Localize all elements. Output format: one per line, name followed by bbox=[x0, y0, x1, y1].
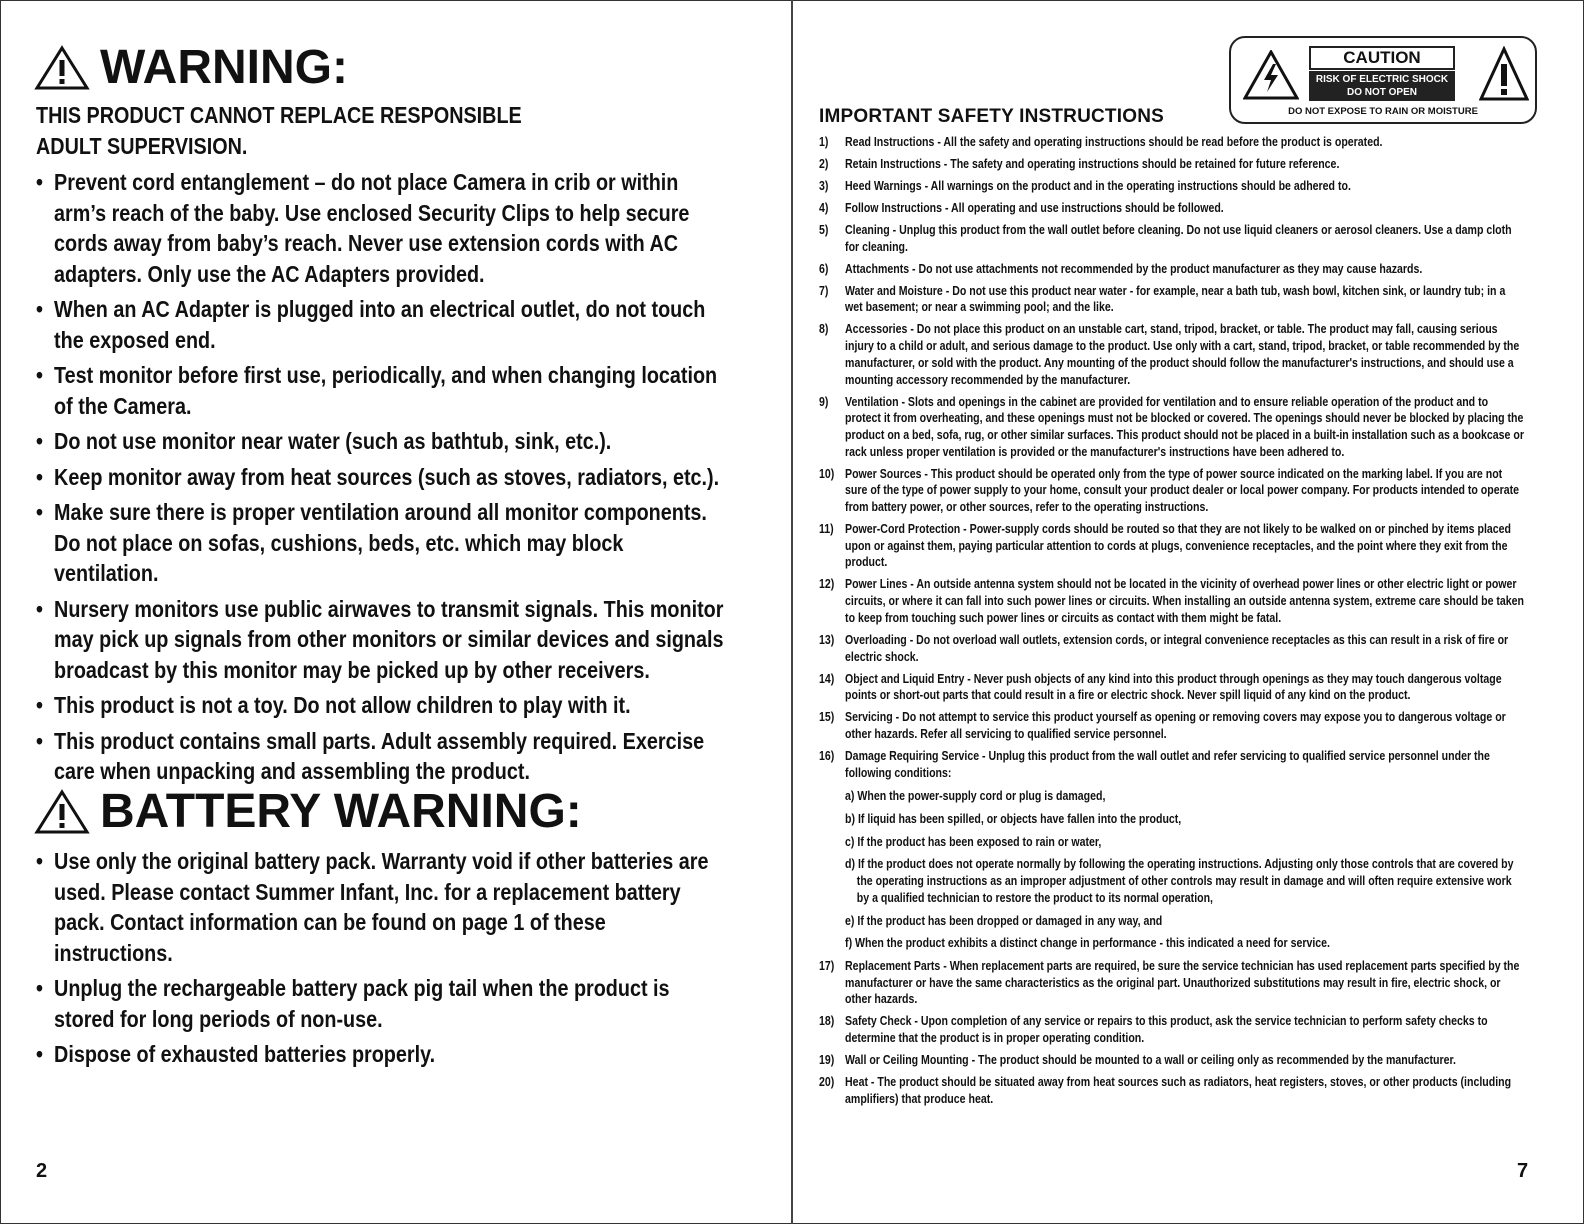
list-item: • Unplug the rechargeable battery pack pig tail when the product is stored for long periods of non-use. bbox=[36, 973, 724, 1034]
battery-bullet-list bbox=[36, 846, 724, 1075]
exclamation-warning-icon bbox=[1479, 46, 1529, 102]
list-item: 19) Wall or Ceiling Mounting - The product should be mounted to a wall or ceiling only as recommended by the manufacturer. bbox=[819, 1053, 1456, 1068]
list-item: f) When the product exhibits a distinct change in performance - this indicated a need for service. bbox=[845, 936, 1330, 951]
list-item: • Use only the original battery pack. Warranty void if other batteries are used. Please contact Summer Infant, Inc. for a replacement battery pack. Contact information can be found on page 1 of these instructions. bbox=[36, 846, 724, 968]
list-item: 9) Ventilation - Slots and openings in the cabinet are provided for ventilation and to ensure reliable operation of the product and to protect it from overheating, and these openings must not be blocked or covered. The openings should never be blocked by placing the product on a bed, sofa, rug, or other similar surfaces. This product should not be placed in a built-in installation such as a bookcase or rack unless proper ventilation is provided or the manufacturer's instructions have been adhered to. bbox=[819, 394, 1524, 459]
warning-heading bbox=[34, 40, 348, 95]
list-item: • When an AC Adapter is plugged into an electrical outlet, do not touch the exposed end. bbox=[36, 294, 724, 355]
warning-title: WARNING: bbox=[100, 41, 348, 94]
list-item: 10) Power Sources - This product should be operated only from the type of power source indicated on the marking label. If you are not sure of the type of power supply to your home, consult your product dealer or local power company. For products intended to operate from battery power, or other sources, refer to the operating instructions. bbox=[819, 466, 1520, 515]
list-item: 18) Safety Check - Upon completion of any service or repairs to this product, ask the service technician to perform safety checks to determine that the product is in proper operating condition. bbox=[819, 1014, 1488, 1046]
list-item: 13) Overloading - Do not overload wall outlets, extension cords, or integral convenience receptacles as this can result in a risk of fire or electric shock. bbox=[819, 632, 1509, 664]
list-item: • Make sure there is proper ventilation around all monitor components. Do not place on sofas, cushions, beds, etc. which may block ventilation. bbox=[36, 497, 724, 589]
caution-label bbox=[1229, 36, 1537, 124]
safety-instructions-title: IMPORTANT SAFETY INSTRUCTIONS bbox=[819, 106, 1164, 127]
list-item: • Do not use monitor near water (such as bathtub, sink, etc.). bbox=[36, 426, 724, 457]
list-item: c) If the product has been exposed to rain or water, bbox=[845, 834, 1102, 849]
list-item: 20) Heat - The product should be situated away from heat sources such as radiators, heat registers, stoves, or other products (including amplifiers) that produce heat. bbox=[819, 1075, 1512, 1106]
page-number: 2 bbox=[36, 1160, 48, 1182]
list-item: 14) Object and Liquid Entry - Never push objects of any kind into this product through openings as they may touch dangerous voltage points or short-out parts that could result in a fire or electric shock. Never spill liquid of any kind on the product. bbox=[819, 671, 1502, 703]
list-item: 12) Power Lines - An outside antenna system should not be located in the vicinity of overhead power lines or other electric light or power circuits, or where it can fall into such power lines or circuits. When installing an outside antenna system, extreme care should be taken to keep from touching such power lines or circuits as contact with them might be fatal. bbox=[819, 577, 1525, 625]
list-item: e) If the product has been dropped or damaged in any way, and bbox=[845, 913, 1163, 928]
list-item: 1) Read Instructions - All the safety and operating instructions should be read before the product is operated. bbox=[819, 135, 1383, 149]
list-item: 11) Power-Cord Protection - Power-supply cords should be routed so that they are not likely to be walked on or pinched by items placed upon or against them, paying particular attention to cords at plugs, convenience receptacles, and the point where they exit from the product. bbox=[819, 522, 1512, 570]
list-item: 17) Replacement Parts - When replacement parts are required, be sure the service technician has used replacement parts specified by the manufacturer or have the same characteristics as the original part. Unauthorized substitutions may result in fire, electric shock, or other hazards. bbox=[819, 958, 1520, 1007]
left-page bbox=[0, 0, 790, 1224]
caution-word: CAUTION bbox=[1309, 46, 1455, 70]
list-item: 5) Cleaning - Unplug this product from the wall outlet before cleaning. Do not use liquid cleaners or aerosol cleaners. Use a damp cloth for cleaning. bbox=[819, 223, 1512, 254]
caution-risk: RISK OF ELECTRIC SHOCK DO NOT OPEN bbox=[1309, 71, 1455, 101]
supervision-notice: THIS PRODUCT CANNOT REPLACE RESPONSIBLE ADULT SUPERVISION. bbox=[36, 102, 522, 159]
list-item: 4) Follow Instructions - All operating and use instructions should be followed. bbox=[819, 201, 1224, 215]
list-item: • This product is not a toy. Do not allow children to play with it. bbox=[36, 690, 724, 721]
warning-triangle-icon bbox=[34, 45, 90, 91]
list-item: 6) Attachments - Do not use attachments not recommended by the product manufacturer as they may cause hazards. bbox=[819, 261, 1423, 276]
caution-footer: DO NOT EXPOSE TO RAIN OR MOISTURE bbox=[1288, 106, 1478, 117]
list-item: • Keep monitor away from heat sources (such as stoves, radiators, etc.). bbox=[36, 462, 724, 493]
list-item: • This product contains small parts. Adult assembly required. Exercise care when unpacking and assembling the product. bbox=[36, 726, 724, 787]
list-item: 8) Accessories - Do not place this product on an unstable cart, stand, tripod, bracket, or table. The product may fall, causing serious injury to a child or adult, and serious damage to the product. Use only with a cart, stand, tripod, bracket, or table recommended by the manufacturer, or sold with the product. Any mounting of the product should follow the manufacturer's instructions, and should use a mounting accessory recommended by the manufacturer. bbox=[819, 322, 1520, 387]
warning-bullet-list bbox=[36, 167, 724, 792]
battery-warning-heading bbox=[34, 784, 582, 839]
list-item: • Dispose of exhausted batteries properly. bbox=[36, 1039, 724, 1070]
list-item: • Prevent cord entanglement – do not place Camera in crib or within arm’s reach of the baby. Use enclosed Security Clips to help secure cords away from baby’s reach. Never use extension cords with AC adapters. Only use the AC Adapters provided. bbox=[36, 167, 724, 289]
page-number: 7 bbox=[1517, 1160, 1529, 1182]
list-item: a) When the power-supply cord or plug is damaged, bbox=[845, 789, 1106, 804]
electric-shock-icon bbox=[1243, 50, 1299, 100]
right-page bbox=[793, 0, 1584, 1224]
battery-warning-title: BATTERY WARNING: bbox=[100, 785, 582, 838]
safety-instructions-list bbox=[819, 134, 1525, 1113]
list-item: 2) Retain Instructions - The safety and operating instructions should be retained for future reference. bbox=[819, 157, 1340, 171]
list-item: • Test monitor before first use, periodically, and when changing location of the Camera. bbox=[36, 360, 724, 421]
list-item: b) If liquid has been spilled, or objects have fallen into the product, bbox=[845, 812, 1182, 827]
list-item: 16) Damage Requiring Service - Unplug this product from the wall outlet and refer servicing to qualified service personnel under the following conditions: a) When the power-supply cord or plug is damaged, b) If liquid has been spilled, or objects have fallen into the product, c) If the product has been exposed to rain or water, d) If the product does not operate normally by following the operating instructions. Adjusting only those controls that are covered by the operating instructions as an improper adjustment of other controls may result in damage and will often require extensive work by a qualified technician to restore the product to its normal operation, e) If the product has been dropped or damaged in any way, and f) When the product exhibits a distinct change in performance - this indicated a need for service. bbox=[819, 748, 1525, 952]
list-item: 7) Water and Moisture - Do not use this product near water - for example, near a bath tub, wash bowl, kitchen sink, or laundry tub; in a wet basement; or near a swimming pool; and the like. bbox=[819, 283, 1506, 315]
damage-conditions-list bbox=[845, 788, 1525, 952]
list-item: • Nursery monitors use public airwaves to transmit signals. This monitor may pick up signals from other monitors or similar devices and signals broadcast by this monitor may be picked up by other receivers. bbox=[36, 594, 724, 686]
list-item: 3) Heed Warnings - All warnings on the product and in the operating instructions should be adhered to. bbox=[819, 179, 1351, 193]
list-item: 15) Servicing - Do not attempt to service this product yourself as opening or removing covers may expose you to dangerous voltage or other hazards. Refer all servicing to qualified service personnel. bbox=[819, 710, 1506, 741]
warning-triangle-icon bbox=[34, 789, 90, 835]
list-item: d) If the product does not operate normally by following the operating instructions. Adjusting only those controls that are covered by the operating instructions as an improper adjustment of other controls may result in damage and will often require extensive work by a qualified technician to restore the product to its normal operation, bbox=[845, 857, 1514, 905]
